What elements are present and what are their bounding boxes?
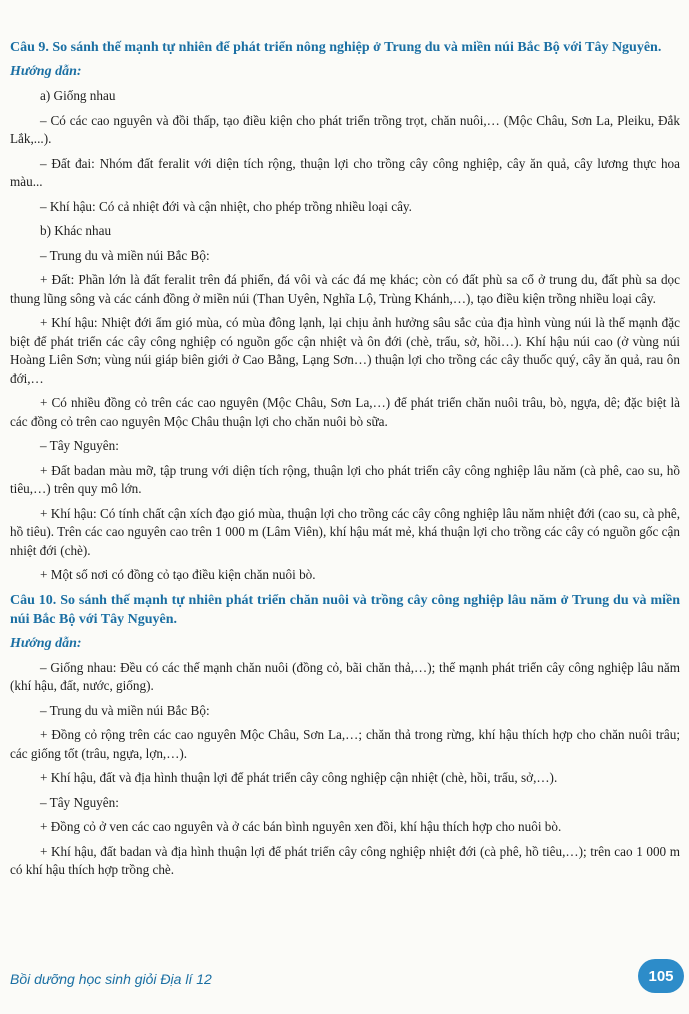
question-10-guide-label: Hướng dẫn: [10, 635, 82, 651]
question-10-title: Câu 10. So sánh thế mạnh tự nhiên phát triển chăn nuôi và trồng cây công nghiệp lâu năm ở Trung du và miền núi Bắc Bộ với Tây Nguyên. [10, 592, 680, 627]
paragraph: – Khí hậu: Có cả nhiệt đới và cận nhiệt, cho phép trồng nhiều loại cây. [40, 198, 412, 214]
content [10, 38, 680, 886]
paragraph: b) Khác nhau [40, 223, 112, 238]
paragraph: + Đất: Phần lớn là đất feralit trên đá phiến, đá vôi và các đá mẹ khác; còn có đất phù sa cổ ở trung du, đất phù sa dọc thung lũng sông và các cánh đồng ở miền núi (Than Uyên, Nghĩa Lộ, Trùng Khánh,…), tạo điều kiện trồng nhiều loại cây. [10, 272, 680, 306]
paragraph: + Có nhiều đồng cỏ trên các cao nguyên (Mộc Châu, Sơn La,…) để phát triển chăn nuôi trâu, bò, ngựa, dê; đặc biệt là các đồng cỏ trên cao nguyên Mộc Châu thuận lợi cho chăn nuôi bò sữa. [10, 395, 680, 429]
paragraph: – Trung du và miền núi Bắc Bộ: [40, 702, 210, 718]
paragraph: + Đồng cỏ rộng trên các cao nguyên Mộc Châu, Sơn La,…; chăn thả trong rừng, khí hậu thích hợp cho chăn nuôi trâu; các giống tốt (trâu, ngựa, lợn,…). [10, 727, 680, 761]
paragraph: + Đồng cỏ ở ven các cao nguyên và ở các bán bình nguyên xen đồi, khí hậu thích hợp cho nuôi bò. [40, 819, 562, 834]
paragraph: – Tây Nguyên: [40, 794, 119, 810]
page-number-badge: 105 [638, 959, 684, 993]
paragraph: + Khí hậu: Nhiệt đới ẩm gió mùa, có mùa đông lạnh, lại chịu ảnh hưởng sâu sắc của địa hình vùng núi là thế mạnh đặc biệt để phát triển các cây công nghiệp có nguồn gốc cận nhiệt và ôn đới (chè, trẩu, sở, hồi…). Khí hậu núi cao (ở vùng núi Hoàng Liên Sơn; vùng núi giáp biên giới ở Cao Bằng, Lạng Sơn…) thuận lợi cho trồng các cây thuốc quý, cây ăn quả, rau ôn đới,… [10, 315, 680, 386]
paragraph: a) Giống nhau [40, 88, 116, 103]
footer-book-title: Bồi dưỡng học sinh giỏi Địa lí 12 [10, 971, 212, 987]
paragraph: + Đất badan màu mỡ, tập trung với diện tích rộng, thuận lợi cho phát triển cây công nghiệp lâu năm (cà phê, cao su, hồ tiêu,…) trên quy mô lớn. [10, 462, 680, 496]
paragraph: – Đất đai: Nhóm đất feralit với diện tích rộng, thuận lợi cho trồng cây công nghiệp, cây ăn quả, cây lương thực hoa màu... [10, 155, 680, 189]
question-9-answer [10, 87, 680, 585]
paragraph: + Khí hậu, đất và địa hình thuận lợi để phát triển cây công nghiệp cận nhiệt (chè, hồi, trẩu, sở,…). [40, 770, 558, 785]
paragraph: – Trung du và miền núi Bắc Bộ: [40, 247, 210, 263]
paragraph: – Có các cao nguyên và đồi thấp, tạo điều kiện cho phát triển trồng trọt, chăn nuôi,… (Mộc Châu, Sơn La, Pleiku, Đắk Lắk,...). [10, 112, 680, 146]
paragraph: + Khí hậu, đất badan và địa hình thuận lợi để phát triển cây công nghiệp nhiệt đới (cà phê, hồ tiêu,…); trên cao 1 000 m có khí hậu thích hợp trồng chè. [10, 843, 680, 877]
paragraph: + Một số nơi có đồng cỏ tạo điều kiện chăn nuôi bò. [40, 567, 316, 582]
question-9-guide-label: Hướng dẫn: [10, 64, 82, 79]
question-9-title: Câu 9. So sánh thế mạnh tự nhiên để phát triển nông nghiệp ở Trung du và miền núi Bắc Bộ với Tây Nguyên. [10, 40, 662, 55]
paragraph: + Khí hậu: Có tính chất cận xích đạo gió mùa, thuận lợi cho trồng các cây công nghiệp lâu năm nhiệt đới (cao su, cà phê, hồ tiêu). Trên các cao nguyên cao trên 1 000 m (Lâm Viên), khí hậu mát mẻ, khá thuận lợi cho trồng các cây có nguồn gốc cận nhiệt đới (chè). [10, 505, 680, 558]
question-10-answer [10, 659, 680, 880]
paragraph: – Tây Nguyên: [40, 438, 119, 453]
paragraph: – Giống nhau: Đều có các thế mạnh chăn nuôi (đồng cỏ, bãi chăn thả,…); thế mạnh phát triển cây công nghiệp lâu năm (khí hậu, đất, nước, giống). [10, 659, 680, 693]
